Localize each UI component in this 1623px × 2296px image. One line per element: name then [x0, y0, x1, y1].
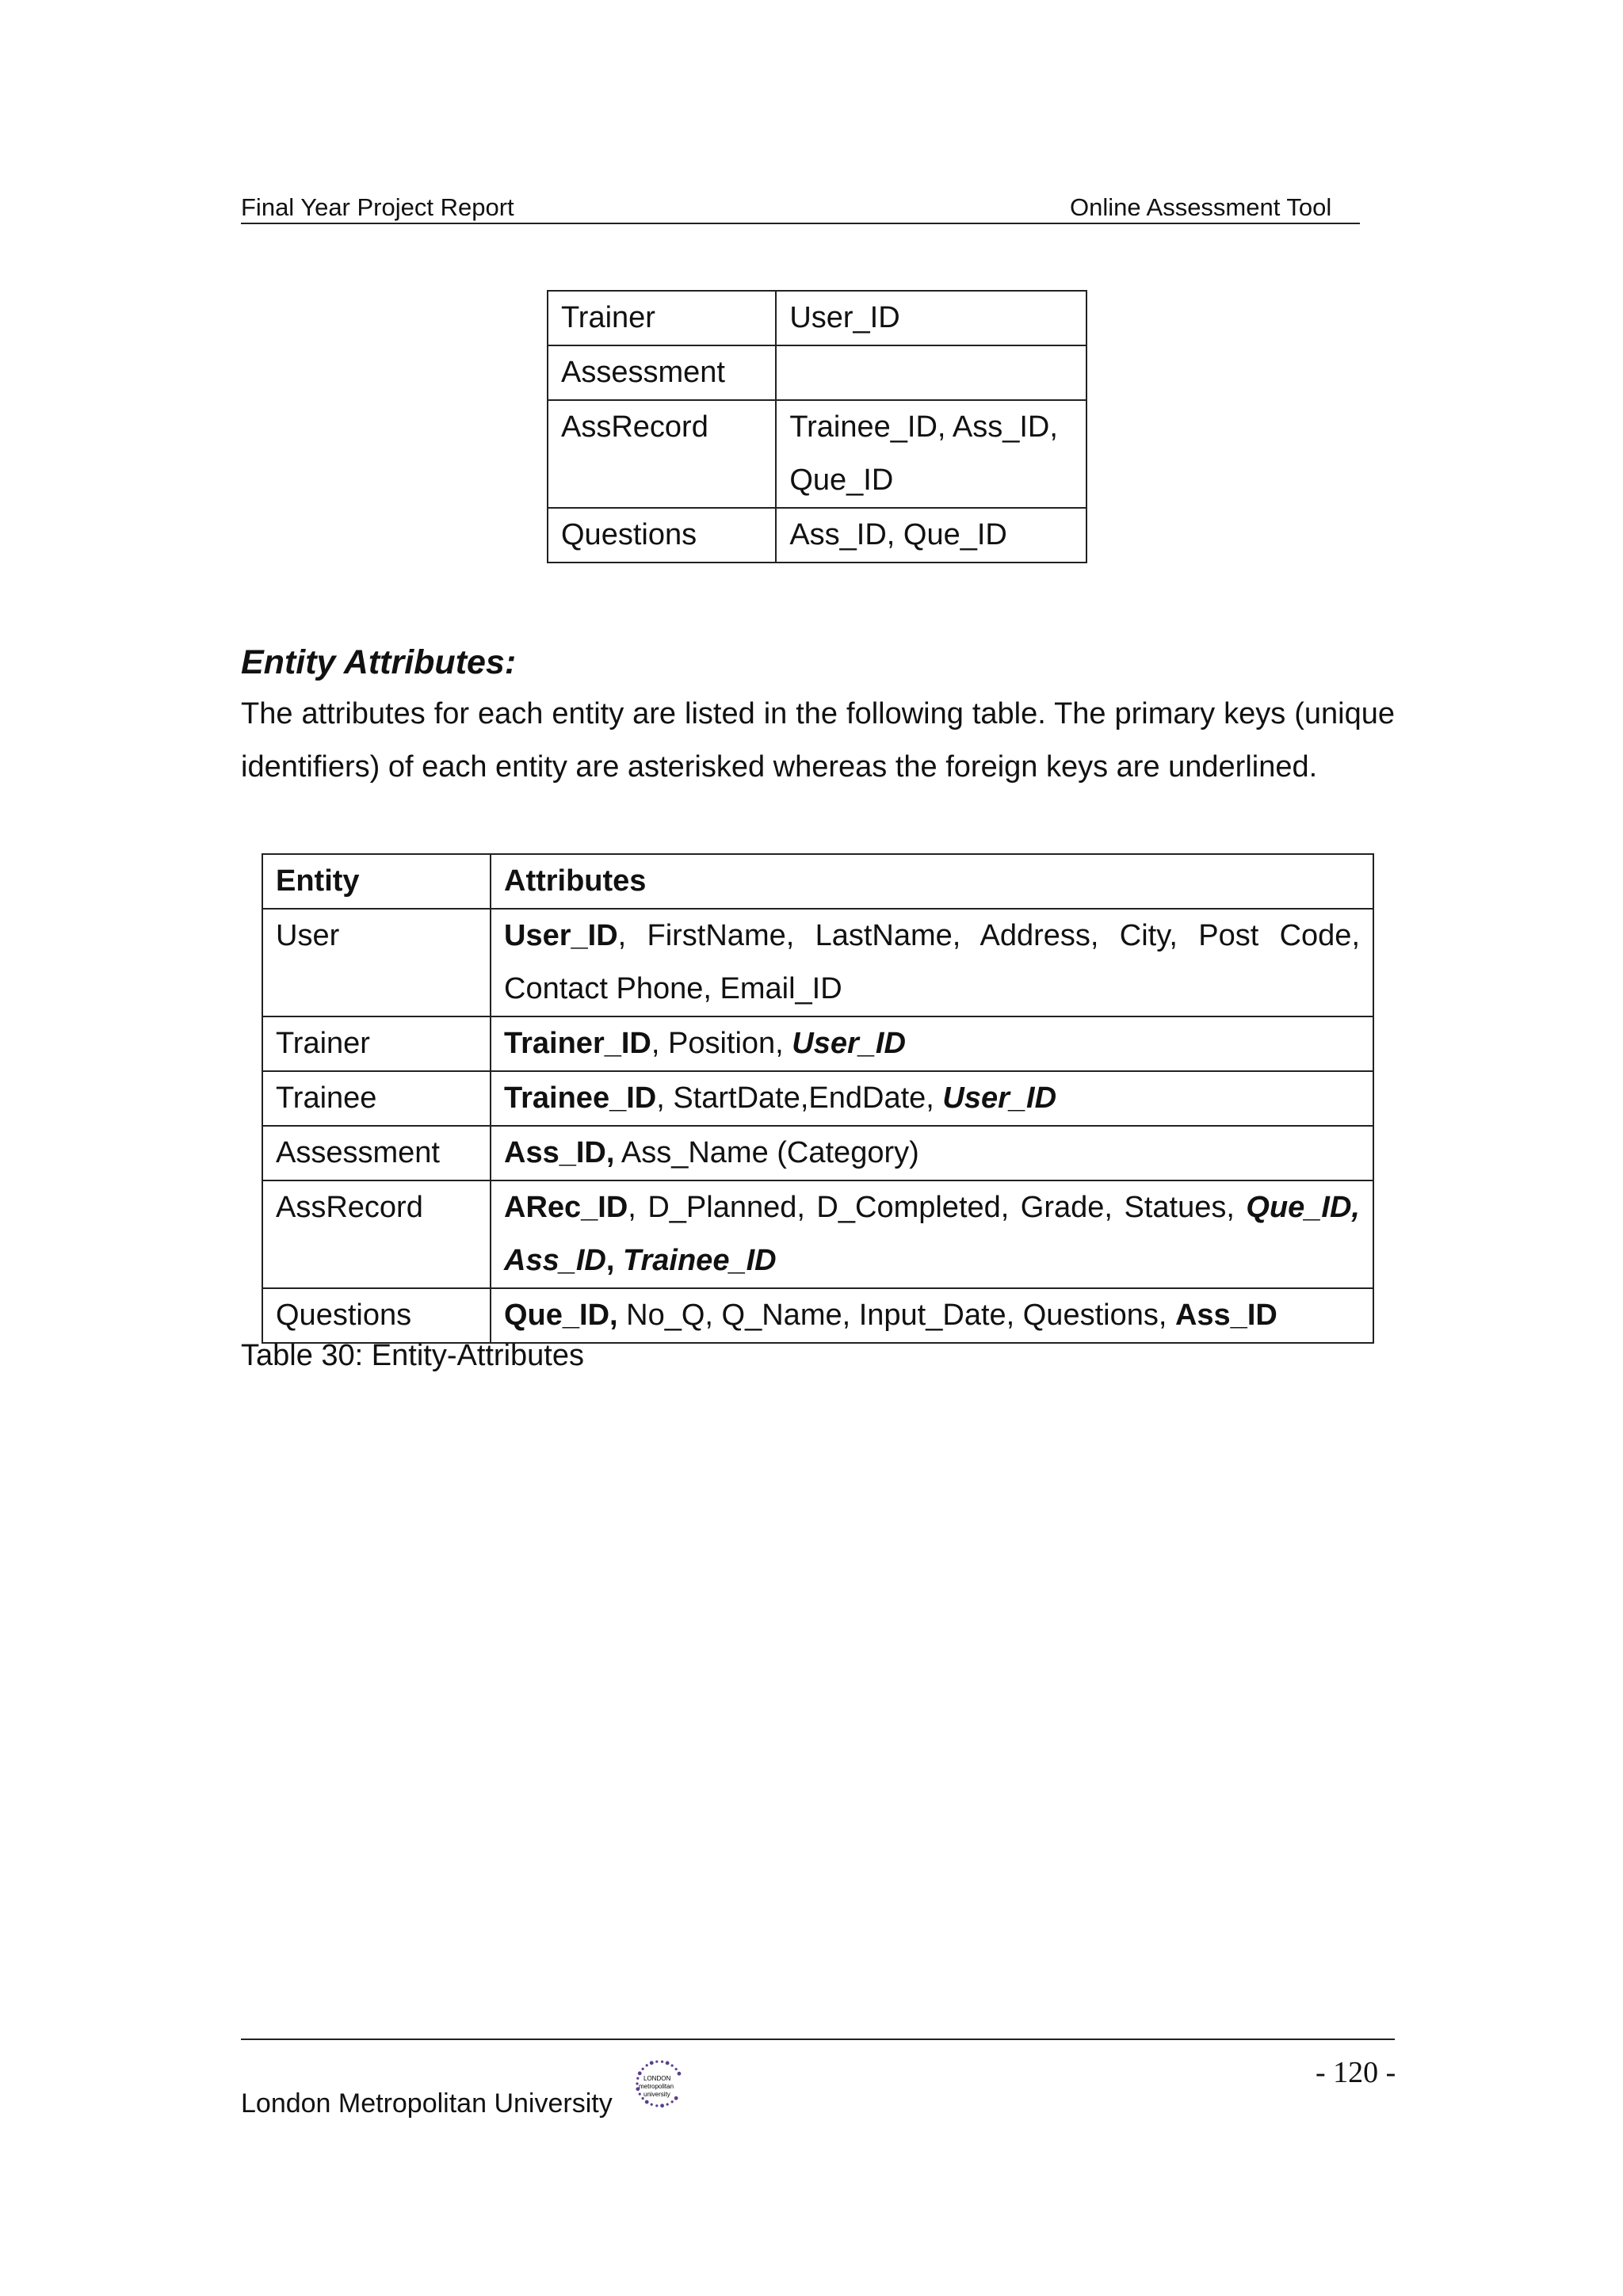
- primary-key-text: ARec_ID: [504, 1191, 628, 1224]
- table-cell: [776, 400, 1086, 508]
- table-row: [262, 1016, 1373, 1071]
- logo-dot: [646, 2064, 648, 2066]
- attribute-text: , StartDate,EndDate,: [656, 1081, 943, 1115]
- table-row: [262, 909, 1373, 1016]
- attribute-text: , Position,: [651, 1027, 792, 1060]
- primary-key-text: User_ID: [504, 919, 618, 952]
- table-row: [262, 1126, 1373, 1180]
- table-cell: Trainer: [548, 291, 776, 345]
- column-header-entity: Entity: [262, 854, 491, 909]
- entity-cell: Assessment: [262, 1126, 491, 1180]
- table-row: [548, 400, 1086, 508]
- table-row: [262, 1071, 1373, 1126]
- table-row: [262, 1180, 1373, 1288]
- attribute-text: , D_Planned, D_Completed, Grade, Statues,: [628, 1191, 1247, 1224]
- primary-key-text: Ass_ID: [1174, 1299, 1277, 1332]
- entity-attributes-table: [262, 853, 1374, 1344]
- header-rule: [241, 223, 1360, 224]
- attributes-cell: [491, 1180, 1373, 1288]
- table-row: [548, 345, 1086, 400]
- table-cell: [776, 345, 1086, 400]
- section-heading: Entity Attributes:: [241, 643, 517, 681]
- logo-dot: [661, 2061, 663, 2063]
- table-row: [548, 508, 1086, 563]
- footer-rule: [241, 2039, 1395, 2040]
- attributes-cell: [491, 1288, 1373, 1343]
- table-row: [548, 291, 1086, 345]
- keys-table: [547, 290, 1087, 563]
- table-cell: AssRecord: [548, 400, 776, 508]
- logo-dot: [650, 2061, 654, 2065]
- attribute-text: , FirstName, LastName, Address, City, Post Code, Contact Phone, Email_ID: [504, 919, 1360, 1005]
- logo-dot: [660, 2103, 664, 2107]
- logo-dot: [671, 2100, 674, 2103]
- attribute-text: Ass_Name (Category): [614, 1136, 919, 1169]
- logo-dot: [666, 2103, 669, 2105]
- logo-text-2: metropolitan: [639, 2083, 674, 2090]
- university-logo-icon: [612, 2057, 707, 2112]
- entity-cell: Trainee: [262, 1071, 491, 1126]
- logo-text-3: university: [643, 2091, 670, 2098]
- logo-dot: [636, 2077, 639, 2080]
- logo-text-1: LONDON: [643, 2075, 671, 2082]
- logo-dot: [651, 2103, 653, 2106]
- attributes-cell: [491, 1071, 1373, 1126]
- running-header-right: Online Assessment Tool: [1070, 193, 1332, 221]
- running-header-left: Final Year Project Report: [241, 193, 514, 221]
- logo-dot: [645, 2100, 649, 2104]
- table-cell: User_ID: [776, 291, 1086, 345]
- attributes-cell: [491, 1016, 1373, 1071]
- attributes-cell: [491, 1126, 1373, 1180]
- logo-dot: [666, 2061, 670, 2065]
- primary-key-text: Que_ID,: [504, 1299, 618, 1332]
- table-cell: Ass_ID, Que_ID: [776, 508, 1086, 563]
- footer-university-name: London Metropolitan University: [241, 2088, 613, 2119]
- foreign-key-text: Que_ID, Ass_ID: [504, 1191, 1360, 1277]
- logo-dot: [674, 2096, 678, 2100]
- logo-dot: [638, 2072, 642, 2076]
- cell-line: Trainee_ID, Ass_ID,: [789, 410, 1058, 444]
- section-paragraph: The attributes for each entity are listed in the following table. The primary keys (unique identifiers) of each entity are asterisked whereas the foreign keys are underlined.: [241, 697, 1395, 784]
- logo-dot: [675, 2068, 678, 2070]
- table-cell: Assessment: [548, 345, 776, 400]
- attributes-cell: [491, 909, 1373, 1016]
- primary-key-text: Ass_ID,: [504, 1136, 615, 1169]
- table-header-row: [262, 854, 1373, 909]
- entity-cell: Trainer: [262, 1016, 491, 1071]
- foreign-key-text: Trainee_ID: [622, 1244, 777, 1277]
- page-number: - 120 -: [1316, 2056, 1396, 2089]
- entity-cell: AssRecord: [262, 1180, 491, 1288]
- column-header-attributes: Attributes: [491, 854, 1373, 909]
- entity-cell: User: [262, 909, 491, 1016]
- cell-line: Que_ID: [789, 463, 894, 497]
- logo-dot: [678, 2072, 682, 2076]
- primary-key-text: ,: [605, 1244, 623, 1277]
- logo-dot: [642, 2068, 644, 2070]
- table-cell: Questions: [548, 508, 776, 563]
- primary-key-text: Trainer_ID: [504, 1027, 651, 1060]
- attribute-text: No_Q, Q_Name, Input_Date, Questions,: [617, 1299, 1175, 1332]
- logo-dot: [655, 2104, 658, 2107]
- primary-key-text: Trainee_ID: [504, 1081, 657, 1115]
- entity-cell: Questions: [262, 1288, 491, 1343]
- logo-dot: [639, 2092, 641, 2095]
- table-row: [262, 1288, 1373, 1343]
- logo-dot: [671, 2065, 674, 2067]
- foreign-key-text: User_ID: [792, 1027, 906, 1060]
- foreign-key-text: User_ID: [942, 1081, 1057, 1115]
- table-caption: Table 30: Entity-Attributes: [241, 1339, 584, 1372]
- logo-dot: [655, 2061, 658, 2063]
